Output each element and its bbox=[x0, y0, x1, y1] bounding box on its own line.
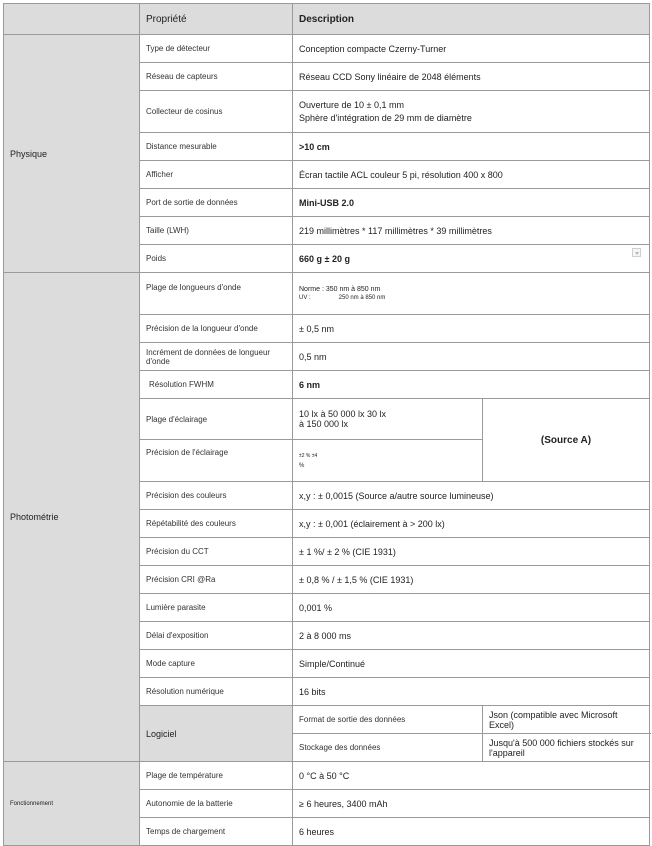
row-value: Réseau CCD Sony linéaire de 2048 éléments bbox=[293, 63, 650, 91]
row-label: Plage de longueurs d'onde bbox=[140, 273, 293, 315]
row-value-line: Sphère d'intégration de 29 mm de diamètre bbox=[299, 113, 472, 123]
row-value: Conception compacte Czerny-Turner bbox=[293, 35, 650, 63]
row-label: Taille (LWH) bbox=[140, 217, 293, 245]
row-label: Plage d'éclairage bbox=[140, 399, 293, 440]
row-value: Écran tactile ACL couleur 5 pi, résolution 400 x 800 bbox=[293, 161, 650, 189]
row-label: Délai d'exposition bbox=[140, 622, 293, 650]
row-label: Stockage des données bbox=[293, 734, 483, 762]
header-property: Propriété bbox=[140, 4, 293, 35]
row-value: 660 g ± 20 g bbox=[293, 245, 650, 273]
row-value: 6 nm bbox=[293, 371, 650, 399]
row-label: Précision des couleurs bbox=[140, 482, 293, 510]
row-label: Incrément de données de longueur d'onde bbox=[140, 343, 293, 371]
uv-label: UV : bbox=[299, 295, 311, 301]
row-value: x,y : ± 0,0015 (Source a/autre source lumineuse) bbox=[293, 482, 650, 510]
row-value: 16 bits bbox=[293, 678, 650, 706]
row-label: Précision du CCT bbox=[140, 538, 293, 566]
table-row bbox=[4, 762, 650, 790]
row-value-line: Norme : 350 nm à 850 nm bbox=[299, 286, 381, 293]
row-label: Temps de chargement bbox=[140, 818, 293, 846]
row-value bbox=[293, 273, 650, 315]
row-value: ± 1 %/ ± 2 % (CIE 1931) bbox=[293, 538, 650, 566]
row-label: Résolution FWHM bbox=[140, 371, 293, 399]
row-label: Format de sortie des données bbox=[293, 706, 483, 734]
row-label: Précision de la longueur d'onde bbox=[140, 315, 293, 343]
category-photometrie: Photométrie bbox=[4, 273, 140, 762]
row-value: ± 0,5 nm bbox=[293, 315, 650, 343]
row-value: Json (compatible avec Microsoft Excel) bbox=[483, 706, 650, 734]
category-physique: Physique bbox=[4, 35, 140, 273]
uv-value: 250 nm à 850 nm bbox=[338, 295, 386, 301]
row-label: Précision de l'éclairage bbox=[140, 440, 293, 482]
dropdown-arrow-icon[interactable] bbox=[632, 248, 641, 257]
row-label: Mode capture bbox=[140, 650, 293, 678]
source-a-cell: (Source A) bbox=[483, 399, 650, 482]
category-fonctionnement: Fonctionnement bbox=[4, 762, 140, 846]
row-label: Type de détecteur bbox=[140, 35, 293, 63]
row-label: Autonomie de la batterie bbox=[140, 790, 293, 818]
row-value: 0,5 nm bbox=[293, 343, 650, 371]
row-label: Précision CRI @Ra bbox=[140, 566, 293, 594]
row-label: Répétabilité des couleurs bbox=[140, 510, 293, 538]
row-value: ≥ 6 heures, 3400 mAh bbox=[293, 790, 650, 818]
row-value-line: ±2 % ±4 bbox=[299, 452, 318, 459]
spec-table bbox=[3, 3, 650, 846]
row-value: 0,001 % bbox=[293, 594, 650, 622]
row-value bbox=[293, 91, 650, 133]
row-label: Afficher bbox=[140, 161, 293, 189]
row-value-line: 10 lx à 50 000 lx 30 lx bbox=[299, 409, 387, 419]
uv-line bbox=[299, 295, 643, 301]
header-empty-cell bbox=[4, 4, 140, 35]
row-value: ± 0,8 % / ± 1,5 % (CIE 1931) bbox=[293, 566, 650, 594]
row-value bbox=[293, 399, 483, 440]
row-label: Lumière parasite bbox=[140, 594, 293, 622]
category-logiciel: Logiciel bbox=[140, 706, 293, 762]
table-row bbox=[4, 273, 650, 315]
row-value: 219 millimètres * 117 millimètres * 39 millimètres bbox=[293, 217, 650, 245]
row-label: Poids bbox=[140, 245, 293, 273]
table-header-row bbox=[4, 4, 650, 35]
row-value: 0 °C à 50 °C bbox=[293, 762, 650, 790]
row-label: Réseau de capteurs bbox=[140, 63, 293, 91]
row-label: Port de sortie de données bbox=[140, 189, 293, 217]
header-description: Description bbox=[293, 4, 650, 35]
row-value: x,y : ± 0,001 (éclairement à > 200 lx) bbox=[293, 510, 650, 538]
row-value: >10 cm bbox=[293, 133, 650, 161]
row-value: Simple/Continué bbox=[293, 650, 650, 678]
row-label: Plage de température bbox=[140, 762, 293, 790]
row-value: 2 à 8 000 ms bbox=[293, 622, 650, 650]
row-label: Distance mesurable bbox=[140, 133, 293, 161]
row-value-line: % bbox=[299, 462, 305, 469]
row-label: Résolution numérique bbox=[140, 678, 293, 706]
row-value bbox=[293, 440, 483, 482]
row-value: Jusqu'à 500 000 fichiers stockés sur l'appareil bbox=[483, 734, 650, 762]
row-value: 6 heures bbox=[293, 818, 650, 846]
row-label: Collecteur de cosinus bbox=[140, 91, 293, 133]
row-value: Mini-USB 2.0 bbox=[293, 189, 650, 217]
row-value-line: à 150 000 lx bbox=[299, 419, 349, 429]
row-value-line: Ouverture de 10 ± 0,1 mm bbox=[299, 100, 404, 110]
table-row bbox=[4, 35, 650, 63]
